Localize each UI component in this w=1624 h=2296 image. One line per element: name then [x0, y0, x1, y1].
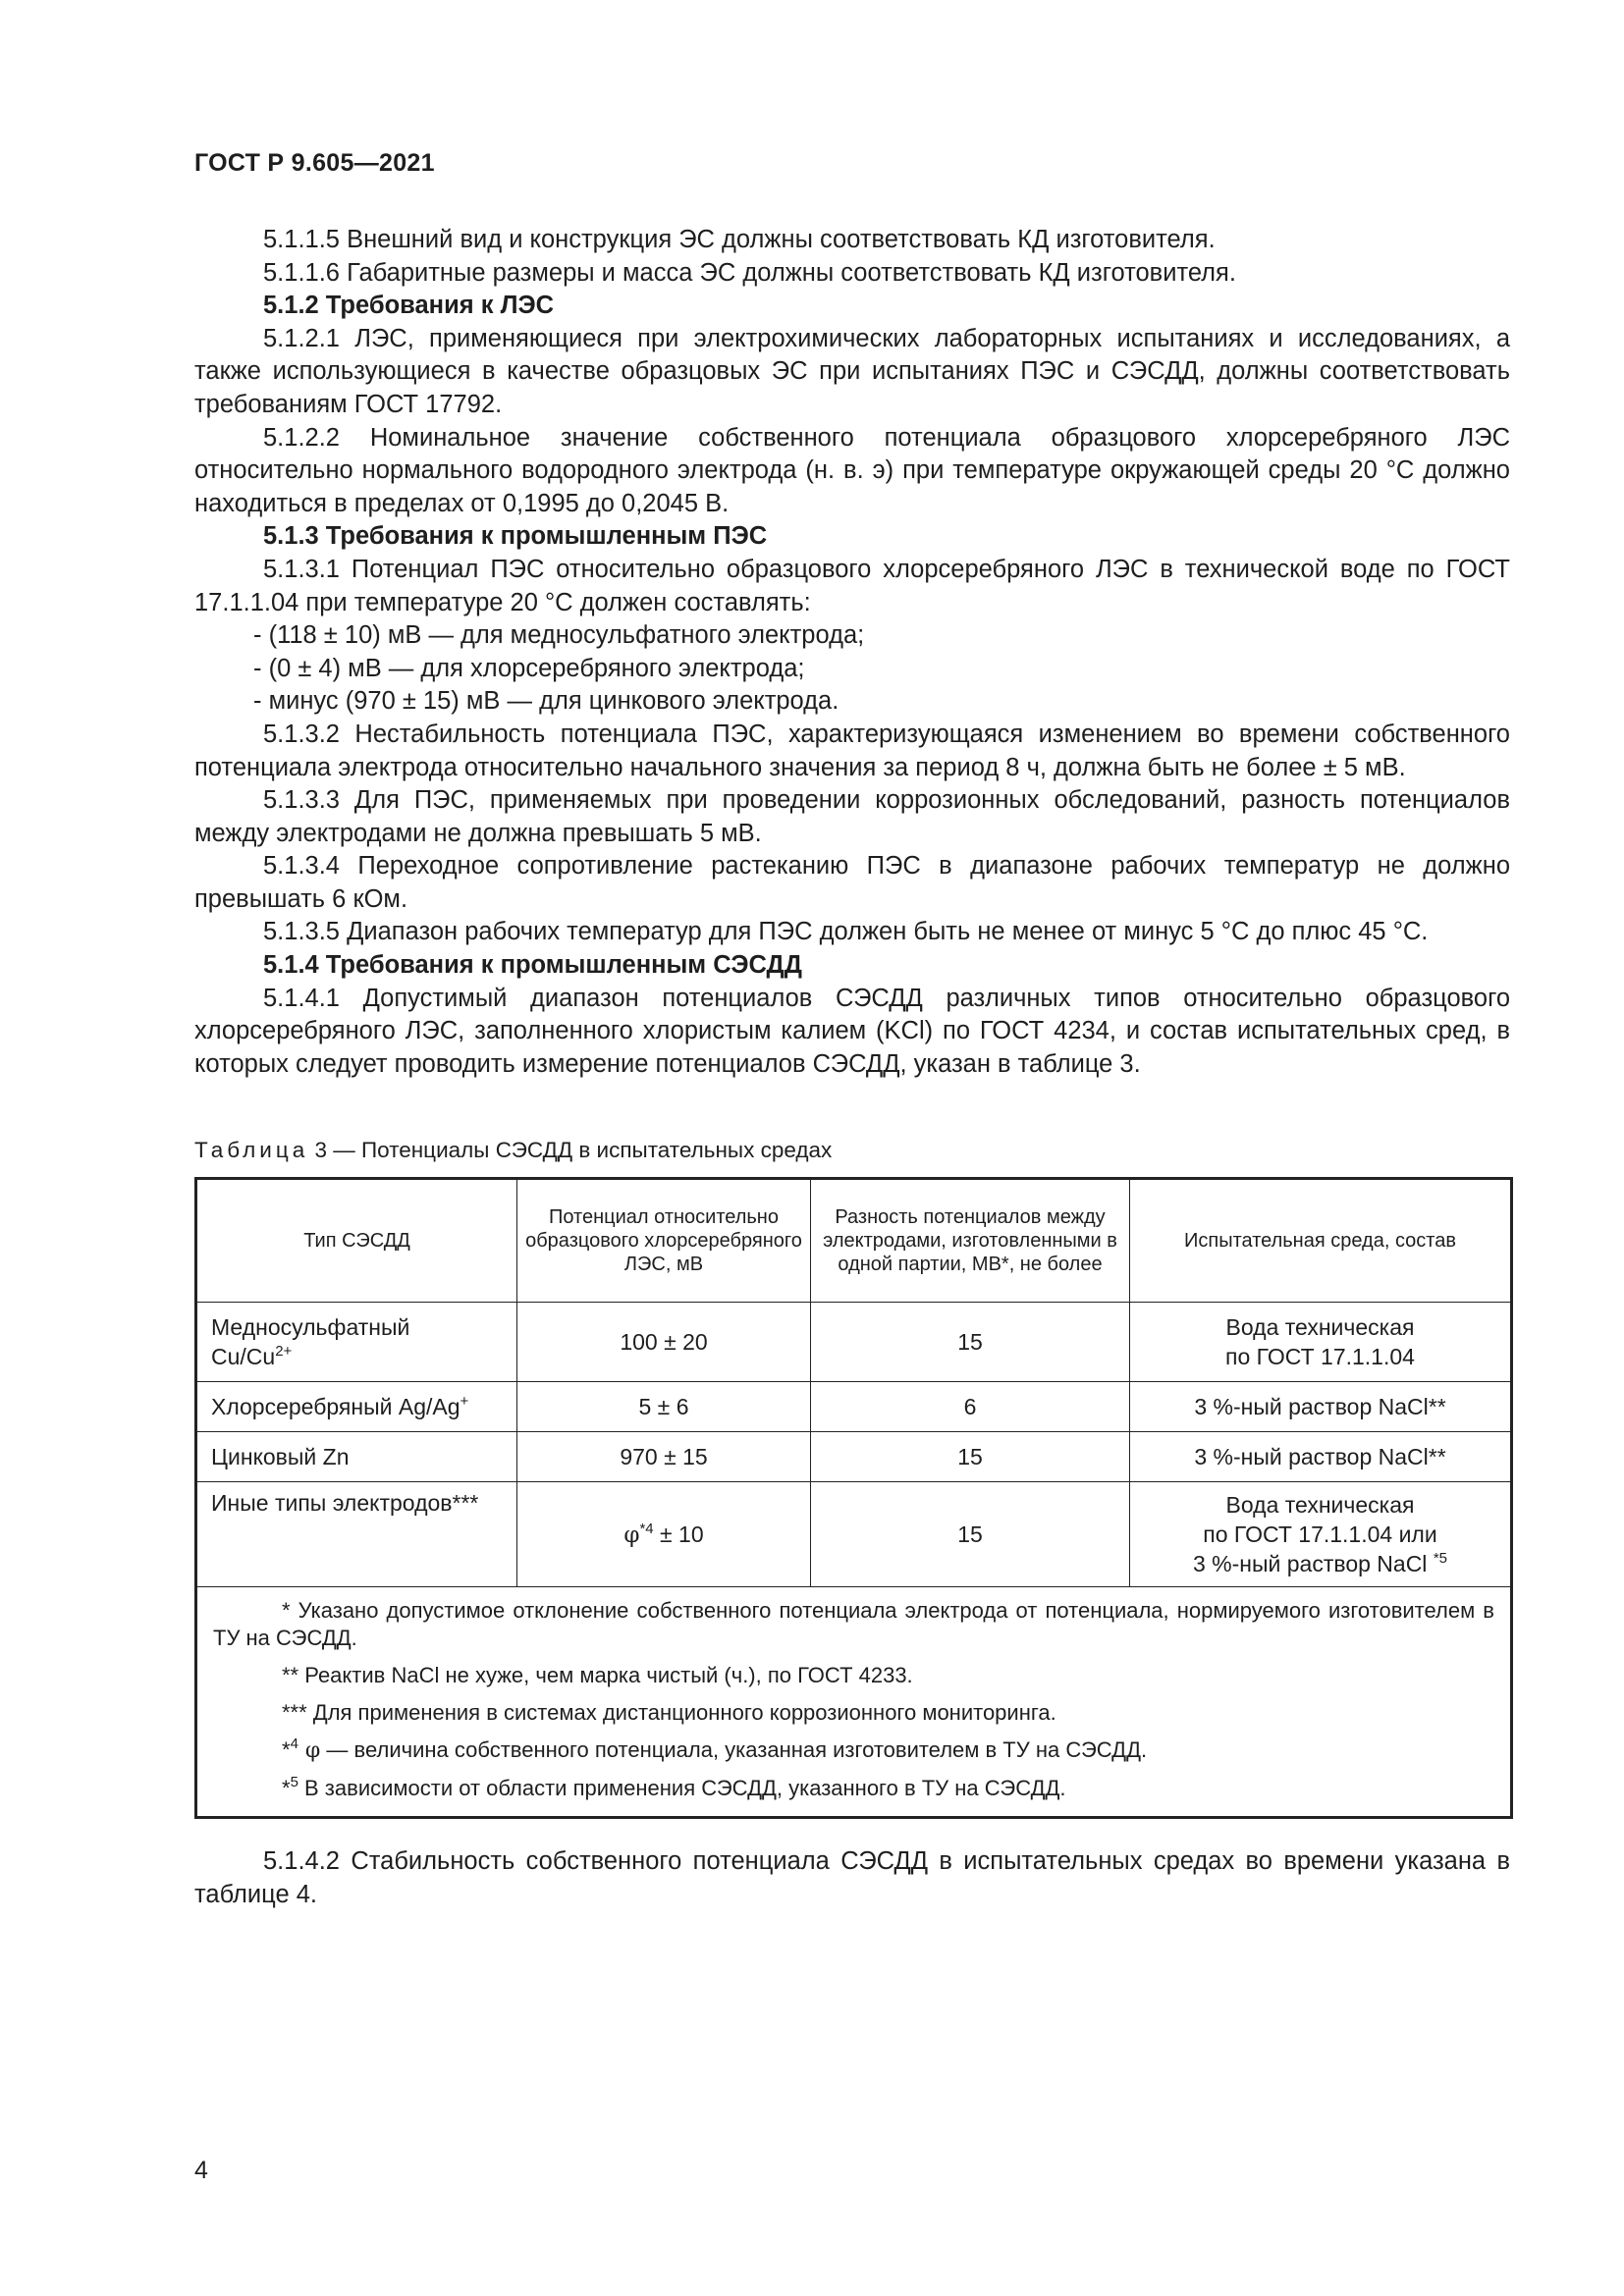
- cell-potential: $\varphi^{*4} \pm 10$: [517, 1482, 811, 1587]
- page-number: 4: [194, 2157, 208, 2184]
- cell-potential: 5 ± 6: [517, 1382, 811, 1432]
- cell-environment: Вода техническая по ГОСТ 17.1.1.04 или 3 %-ный раствор NaCl $^{*5}$: [1130, 1482, 1512, 1587]
- table-footnotes: [196, 1587, 1512, 1818]
- paragraph: 5.1.3.1 Потенциал ПЭС относительно образцового хлорсеребряного ЛЭС в технической воде по ГОСТ 17.1.1.04 при температуре 20 °С должен составлять:: [194, 555, 1510, 616]
- table-header-row: [196, 1179, 1512, 1303]
- cell-type: Хлорсеребряный Ag/Ag+: [196, 1382, 517, 1432]
- section-heading: 5.1.3 Требования к промышленным ПЭС: [263, 522, 768, 551]
- body-text: [194, 224, 1510, 1081]
- table-caption: [194, 1138, 832, 1163]
- potentials-table: [194, 1177, 1513, 1819]
- cell-potential: 100 ± 20: [517, 1303, 811, 1382]
- footnote: *$^5$ В зависимости от области применения СЭСДД, указанного в ТУ на СЭСДД.: [282, 1774, 1066, 1800]
- table-caption-word: Таблица: [194, 1138, 309, 1162]
- footnote: *$^4$ φ — величина собственного потенциала, указанная изготовителем в ТУ на СЭСДД.: [282, 1735, 1148, 1763]
- cell-difference: 15: [811, 1432, 1130, 1482]
- cell-type: Медносульфатный $Cu/Cu^{2+}$: [196, 1303, 517, 1382]
- section-heading: 5.1.2 Требования к ЛЭС: [263, 292, 555, 320]
- list-item: - (118 ± 10) мВ — для медносульфатного электрода;: [253, 621, 865, 650]
- list-item: - (0 ± 4) мВ — для хлорсеребряного электрода;: [253, 654, 805, 682]
- section-heading: 5.1.4 Требования к промышленным СЭСДД: [263, 951, 802, 980]
- paragraph: 5.1.3.5 Диапазон рабочих температур для ПЭС должен быть не менее от минус 5 °С до плюс 45 °С.: [263, 918, 1429, 946]
- cell-environment: 3 %-ный раствор NaCl**: [1130, 1382, 1512, 1432]
- table-row: [196, 1432, 1512, 1482]
- column-header-difference: Разность потенциалов между электродами, изготовленными в одной партии, МВ*, не более: [811, 1179, 1130, 1303]
- cell-potential: 970 ± 15: [517, 1432, 811, 1482]
- paragraph: 5.1.2.1 ЛЭС, применяющиеся при электрохимических лабораторных испытаниях и исследованиях, а также использующиеся в качестве образцовых ЭС при испытаниях ПЭС и СЭСДД, должны соответствовать требованиям ГОСТ 17792.: [194, 324, 1510, 418]
- cell-environment: 3 %-ный раствор NaCl**: [1130, 1432, 1512, 1482]
- table-caption-text: 3 — Потенциалы СЭСДД в испытательных средах: [308, 1138, 833, 1162]
- list-item: - минус (970 ± 15) мВ — для цинкового электрода.: [253, 687, 839, 716]
- paragraph: 5.1.1.6 Габаритные размеры и масса ЭС должны соответствовать КД изготовителя.: [263, 258, 1236, 287]
- paragraph: 5.1.3.4 Переходное сопротивление растеканию ПЭС в диапазоне рабочих температур не должно превышать 6 кОм.: [194, 852, 1510, 913]
- footnote: ** Реактив NaCl не хуже, чем марка чистый (ч.), по ГОСТ 4233.: [282, 1663, 913, 1687]
- footnote: *** Для применения в системах дистанционного коррозионного мониторинга.: [282, 1700, 1056, 1725]
- table-row: [196, 1482, 1512, 1587]
- paragraph: 5.1.3.2 Нестабильность потенциала ПЭС, характеризующаяся изменением во времени собственного потенциала электрода относительно начального значения за период 8 ч, должна быть не более ± 5 мВ.: [194, 720, 1510, 781]
- column-header-potential: Потенциал относительно образцового хлорсеребряного ЛЭС, мВ: [517, 1179, 811, 1303]
- column-header-environment: Испытательная среда, состав: [1130, 1179, 1512, 1303]
- paragraph: 5.1.4.2 Стабильность собственного потенциала СЭСДД в испытательных средах во времени указана в таблице 4.: [194, 1847, 1510, 1908]
- cell-difference: 15: [811, 1303, 1130, 1382]
- table-row: [196, 1303, 1512, 1382]
- cell-type: Иные типы электродов***: [196, 1482, 517, 1587]
- paragraph: 5.1.1.5 Внешний вид и конструкция ЭС должны соответствовать КД изготовителя.: [263, 226, 1216, 253]
- column-header-type: Тип СЭСДД: [196, 1179, 517, 1303]
- paragraph: 5.1.2.2 Номинальное значение собственного потенциала образцового хлорсеребряного ЛЭС относительно нормального водородного электрода (н. в. э) при температуре окружающей среды 20 °С должно находиться в пределах от 0,1995 до 0,2045 В.: [194, 423, 1510, 517]
- table-footnotes-row: [196, 1587, 1512, 1818]
- table-row: [196, 1382, 1512, 1432]
- document-header: ГОСТ Р 9.605—2021: [194, 149, 435, 177]
- cell-difference: 15: [811, 1482, 1130, 1587]
- cell-environment: Вода техническая по ГОСТ 17.1.1.04: [1130, 1303, 1512, 1382]
- cell-difference: 6: [811, 1382, 1130, 1432]
- cell-type: Цинковый Zn: [196, 1432, 517, 1482]
- body-text-after-table: [194, 1845, 1510, 1911]
- paragraph: 5.1.4.1 Допустимый диапазон потенциалов СЭСДД различных типов относительно образцового хлорсеребряного ЛЭС, заполненного хлористым калием (KCl) по ГОСТ 4234, и состав испытательных сред, в которых следует проводить измерение потенциалов СЭСДД, указан в таблице 3.: [194, 984, 1510, 1078]
- footnote: * Указано допустимое отклонение собственного потенциала электрода от потенциала, нормируемого изготовителем в ТУ на СЭСДД.: [213, 1598, 1494, 1650]
- paragraph: 5.1.3.3 Для ПЭС, применяемых при проведении коррозионных обследований, разность потенциалов между электродами не должна превышать 5 мВ.: [194, 786, 1510, 847]
